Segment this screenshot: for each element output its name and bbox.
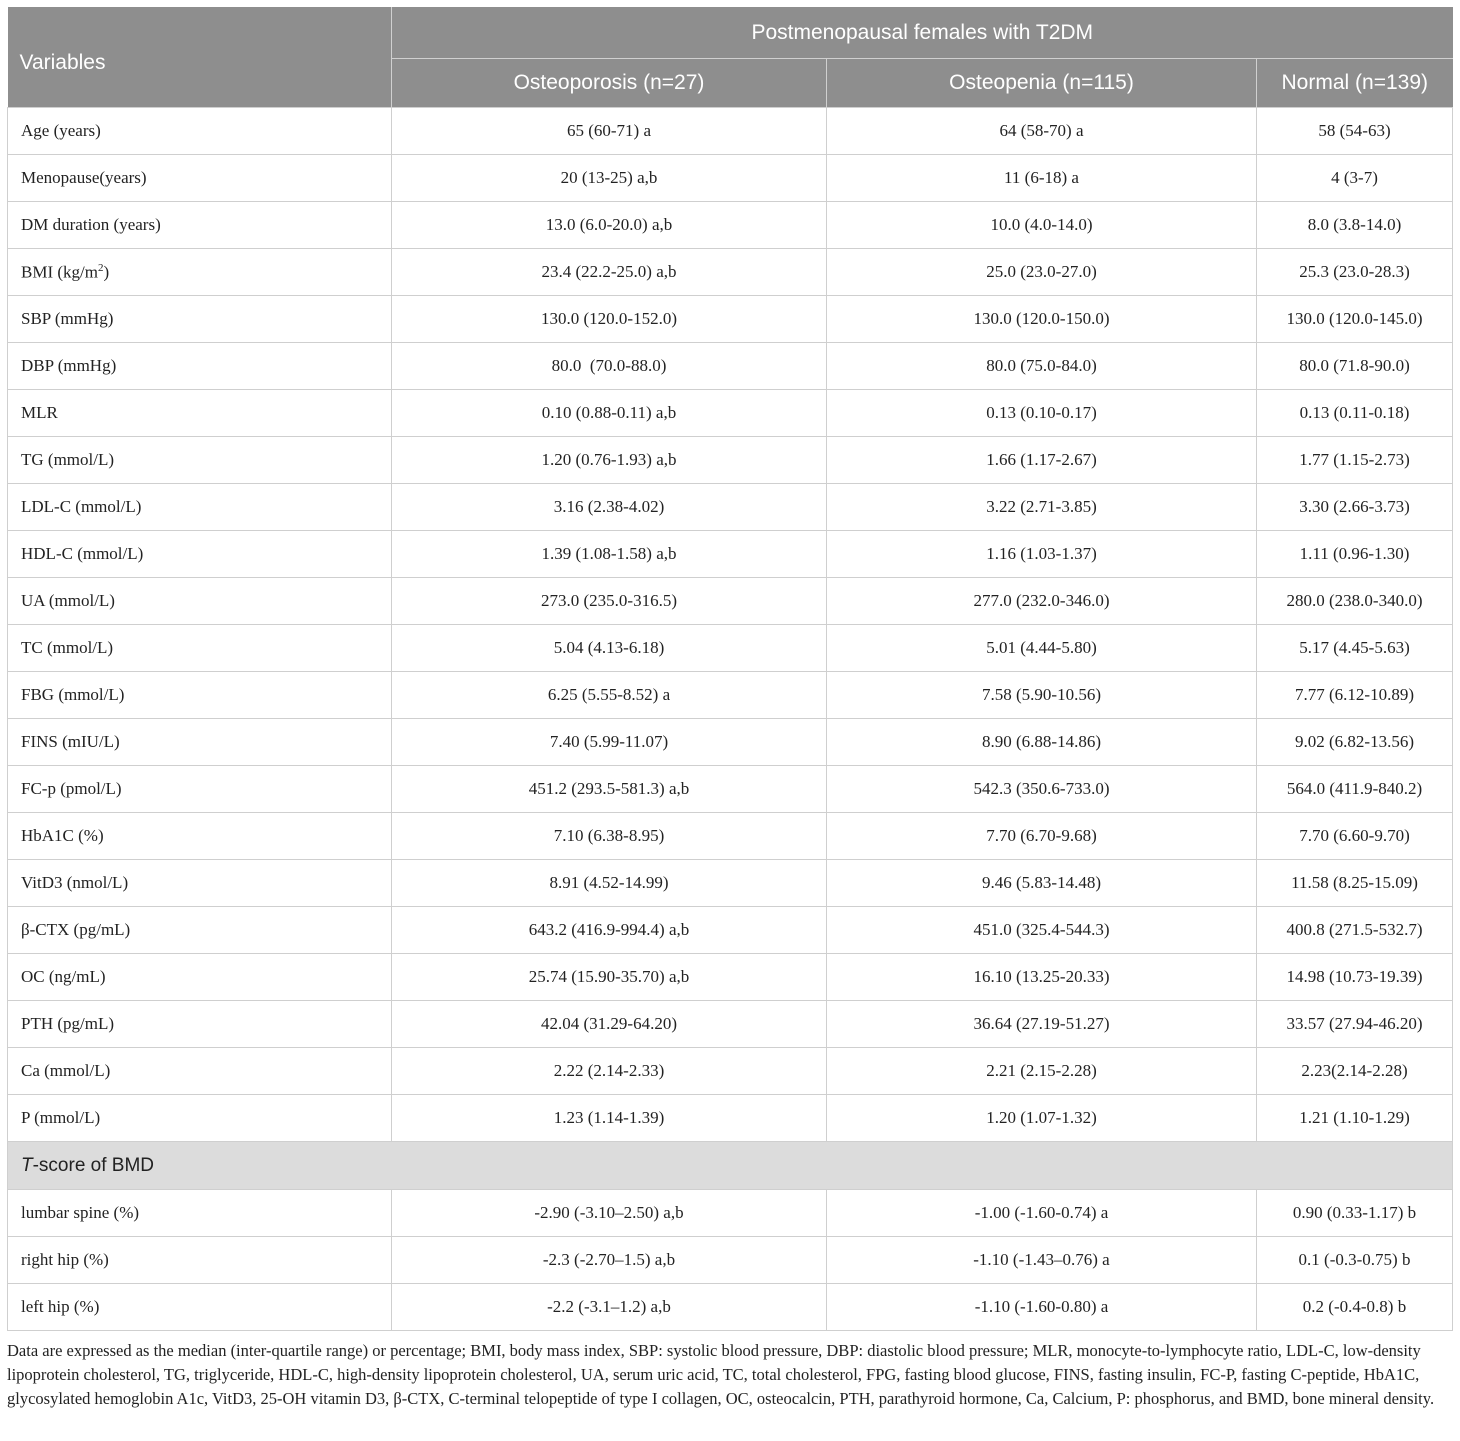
table-cell: 16.10 (13.25-20.33) bbox=[827, 954, 1257, 1001]
row-label-text: right hip (%) bbox=[21, 1250, 109, 1269]
table-cell: 3.16 (2.38-4.02) bbox=[392, 484, 827, 531]
table-cell: 0.2 (-0.4-0.8) b bbox=[1257, 1284, 1453, 1331]
table-row bbox=[8, 813, 1453, 860]
table-cell: 7.70 (6.70-9.68) bbox=[827, 813, 1257, 860]
row-label-text: HDL-C (mmol/L) bbox=[21, 544, 144, 563]
row-label-text: β-CTX (pg/mL) bbox=[21, 920, 131, 939]
table-row bbox=[8, 437, 1453, 484]
table-cell: 1.11 (0.96-1.30) bbox=[1257, 531, 1453, 578]
table-cell: 1.77 (1.15-2.73) bbox=[1257, 437, 1453, 484]
table-cell: 6.25 (5.55-8.52) a bbox=[392, 672, 827, 719]
table-row bbox=[8, 719, 1453, 766]
table-cell: 1.20 (1.07-1.32) bbox=[827, 1095, 1257, 1142]
table-cell: -1.10 (-1.43–0.76) a bbox=[827, 1237, 1257, 1284]
table-cell: 130.0 (120.0-150.0) bbox=[827, 296, 1257, 343]
row-label bbox=[8, 1284, 392, 1331]
table-row bbox=[8, 343, 1453, 390]
table-row bbox=[8, 296, 1453, 343]
variables-header: Variables bbox=[8, 7, 392, 108]
data-table bbox=[7, 7, 1453, 1331]
section-header-bmd bbox=[8, 1142, 1453, 1190]
section-title: -score of BMD bbox=[32, 1154, 155, 1176]
table-cell: 1.21 (1.10-1.29) bbox=[1257, 1095, 1453, 1142]
table-cell: 11 (6-18) a bbox=[827, 155, 1257, 202]
table-cell: 25.74 (15.90-35.70) a,b bbox=[392, 954, 827, 1001]
table-row bbox=[8, 1284, 1453, 1331]
row-label bbox=[8, 813, 392, 860]
row-label bbox=[8, 625, 392, 672]
row-label bbox=[8, 531, 392, 578]
table-cell: 4 (3-7) bbox=[1257, 155, 1453, 202]
row-label bbox=[8, 296, 392, 343]
section-italic-t: T bbox=[21, 1154, 33, 1176]
table-cell: 0.1 (-0.3-0.75) b bbox=[1257, 1237, 1453, 1284]
row-label-text: LDL-C (mmol/L) bbox=[21, 497, 142, 516]
table-row bbox=[8, 1001, 1453, 1048]
table-row bbox=[8, 954, 1453, 1001]
table-row bbox=[8, 155, 1453, 202]
column-header-normal: Normal (n=139) bbox=[1257, 59, 1453, 108]
row-label bbox=[8, 578, 392, 625]
row-label bbox=[8, 108, 392, 155]
row-label bbox=[8, 672, 392, 719]
row-label-text: OC (ng/mL) bbox=[21, 967, 106, 986]
row-label bbox=[8, 155, 392, 202]
row-label bbox=[8, 249, 392, 296]
row-label bbox=[8, 1048, 392, 1095]
table-row bbox=[8, 249, 1453, 296]
group-header: Postmenopausal females with T2DM bbox=[392, 7, 1453, 59]
row-label bbox=[8, 1190, 392, 1237]
row-label bbox=[8, 860, 392, 907]
table-cell: 277.0 (232.0-346.0) bbox=[827, 578, 1257, 625]
column-header-osteoporosis: Osteoporosis (n=27) bbox=[392, 59, 827, 108]
row-label bbox=[8, 1001, 392, 1048]
table-cell: 14.98 (10.73-19.39) bbox=[1257, 954, 1453, 1001]
table-cell: 10.0 (4.0-14.0) bbox=[827, 202, 1257, 249]
table-cell: 7.70 (6.60-9.70) bbox=[1257, 813, 1453, 860]
row-label bbox=[8, 484, 392, 531]
table-cell: 0.90 (0.33-1.17) b bbox=[1257, 1190, 1453, 1237]
row-label bbox=[8, 1095, 392, 1142]
table-cell: 643.2 (416.9-994.4) a,b bbox=[392, 907, 827, 954]
table-cell: 3.22 (2.71-3.85) bbox=[827, 484, 1257, 531]
table-cell: 58 (54-63) bbox=[1257, 108, 1453, 155]
table-cell: 42.04 (31.29-64.20) bbox=[392, 1001, 827, 1048]
row-label-text: DM duration (years) bbox=[21, 215, 161, 234]
table-cell: 2.22 (2.14-2.33) bbox=[392, 1048, 827, 1095]
row-label bbox=[8, 390, 392, 437]
table-cell: 2.23(2.14-2.28) bbox=[1257, 1048, 1453, 1095]
table-row bbox=[8, 202, 1453, 249]
table-cell: -2.2 (-3.1–1.2) a,b bbox=[392, 1284, 827, 1331]
table-row bbox=[8, 484, 1453, 531]
table-row bbox=[8, 108, 1453, 155]
row-label bbox=[8, 437, 392, 484]
table-cell: 1.16 (1.03-1.37) bbox=[827, 531, 1257, 578]
table-cell: 3.30 (2.66-3.73) bbox=[1257, 484, 1453, 531]
row-label-text: HbA1C (%) bbox=[21, 826, 104, 845]
table-cell: 23.4 (22.2-25.0) a,b bbox=[392, 249, 827, 296]
table-cell: 13.0 (6.0-20.0) a,b bbox=[392, 202, 827, 249]
table-cell: 130.0 (120.0-145.0) bbox=[1257, 296, 1453, 343]
table-cell: 8.90 (6.88-14.86) bbox=[827, 719, 1257, 766]
row-label-text: TC (mmol/L) bbox=[21, 638, 114, 657]
table-cell: -2.90 (-3.10–2.50) a,b bbox=[392, 1190, 827, 1237]
table-cell: 130.0 (120.0-152.0) bbox=[392, 296, 827, 343]
table-cell: 5.04 (4.13-6.18) bbox=[392, 625, 827, 672]
row-label-text: Menopause(years) bbox=[21, 168, 147, 187]
row-label-text: MLR bbox=[21, 403, 58, 422]
row-label-text: UA (mmol/L) bbox=[21, 591, 115, 610]
table-cell: 564.0 (411.9-840.2) bbox=[1257, 766, 1453, 813]
table-cell: 8.0 (3.8-14.0) bbox=[1257, 202, 1453, 249]
table-cell: 1.20 (0.76-1.93) a,b bbox=[392, 437, 827, 484]
row-label-text: Ca (mmol/L) bbox=[21, 1061, 111, 1080]
row-label bbox=[8, 1237, 392, 1284]
row-label bbox=[8, 202, 392, 249]
table-cell: 7.10 (6.38-8.95) bbox=[392, 813, 827, 860]
table-cell: 25.3 (23.0-28.3) bbox=[1257, 249, 1453, 296]
table-cell: 36.64 (27.19-51.27) bbox=[827, 1001, 1257, 1048]
table-row bbox=[8, 907, 1453, 954]
table-footnote: Data are expressed as the median (inter-quartile range) or percentage; BMI, body mass index, SBP: systolic blood pressure, DBP: diastolic blood pressure; MLR, monocyte-to-lymphocyte ratio, LDL-C, low-density lipoprotein cholesterol, TG, triglyceride, HDL-C, high-density lipoprotein cholesterol, UA, serum uric acid, TC, total cholesterol, FPG, fasting blood glucose, FINS, fasting insulin, FC-P, fasting C-peptide, HbA1C, glycosylated hemoglobin A1c, VitD3, 25-OH vitamin D3, β-CTX, C-terminal telopeptide of type I collagen, OC, osteocalcin, PTH, parathyroid hormone, Ca, Calcium, P: phosphorus, and BMD, bone mineral density. bbox=[7, 1341, 1435, 1408]
table-row bbox=[8, 1190, 1453, 1237]
table-row bbox=[8, 1237, 1453, 1284]
row-label-text: PTH (pg/mL) bbox=[21, 1014, 115, 1033]
table-cell: 0.10 (0.88-0.11) a,b bbox=[392, 390, 827, 437]
table-cell: 80.0 (75.0-84.0) bbox=[827, 343, 1257, 390]
table-cell: 5.01 (4.44-5.80) bbox=[827, 625, 1257, 672]
table-cell: 7.58 (5.90-10.56) bbox=[827, 672, 1257, 719]
table-cell: 80.0 (70.0-88.0) bbox=[392, 343, 827, 390]
table-cell: 0.13 (0.11-0.18) bbox=[1257, 390, 1453, 437]
table-cell: 1.66 (1.17-2.67) bbox=[827, 437, 1257, 484]
table-cell: 1.23 (1.14-1.39) bbox=[392, 1095, 827, 1142]
table-cell: 80.0 (71.8-90.0) bbox=[1257, 343, 1453, 390]
table-cell: 25.0 (23.0-27.0) bbox=[827, 249, 1257, 296]
table-cell: 8.91 (4.52-14.99) bbox=[392, 860, 827, 907]
table-cell: 1.39 (1.08-1.58) a,b bbox=[392, 531, 827, 578]
table-cell: 9.46 (5.83-14.48) bbox=[827, 860, 1257, 907]
row-label-text: Age (years) bbox=[21, 121, 101, 140]
table-cell: 2.21 (2.15-2.28) bbox=[827, 1048, 1257, 1095]
row-label-text: FINS (mIU/L) bbox=[21, 732, 120, 751]
table-cell: 5.17 (4.45-5.63) bbox=[1257, 625, 1453, 672]
row-label-suffix: ) bbox=[103, 262, 110, 282]
table-row bbox=[8, 625, 1453, 672]
table-row bbox=[8, 531, 1453, 578]
table-row bbox=[8, 1095, 1453, 1142]
table-cell: -2.3 (-2.70–1.5) a,b bbox=[392, 1237, 827, 1284]
table-cell: 542.3 (350.6-733.0) bbox=[827, 766, 1257, 813]
table-cell: 0.13 (0.10-0.17) bbox=[827, 390, 1257, 437]
table-cell: 451.2 (293.5-581.3) a,b bbox=[392, 766, 827, 813]
row-label-text: TG (mmol/L) bbox=[21, 450, 115, 469]
table-cell: 33.57 (27.94-46.20) bbox=[1257, 1001, 1453, 1048]
row-label-text: SBP (mmHg) bbox=[21, 309, 114, 328]
table-cell: 64 (58-70) a bbox=[827, 108, 1257, 155]
table-row bbox=[8, 390, 1453, 437]
table-cell: 7.77 (6.12-10.89) bbox=[1257, 672, 1453, 719]
table-cell: 9.02 (6.82-13.56) bbox=[1257, 719, 1453, 766]
row-label-text: left hip (%) bbox=[21, 1297, 100, 1316]
table-cell: 273.0 (235.0-316.5) bbox=[392, 578, 827, 625]
table-cell: 400.8 (271.5-532.7) bbox=[1257, 907, 1453, 954]
table-cell: 20 (13-25) a,b bbox=[392, 155, 827, 202]
table-cell: -1.00 (-1.60-0.74) a bbox=[827, 1190, 1257, 1237]
row-label-text: DBP (mmHg) bbox=[21, 356, 117, 375]
row-label-text: P (mmol/L) bbox=[21, 1108, 101, 1127]
row-label-text: FBG (mmol/L) bbox=[21, 685, 125, 704]
row-label-text: lumbar spine (%) bbox=[21, 1203, 140, 1222]
row-label bbox=[8, 907, 392, 954]
table-row bbox=[8, 672, 1453, 719]
row-label bbox=[8, 954, 392, 1001]
table-row bbox=[8, 860, 1453, 907]
row-label bbox=[8, 719, 392, 766]
table-container bbox=[7, 7, 1452, 1411]
table-row bbox=[8, 1048, 1453, 1095]
table-cell: 65 (60-71) a bbox=[392, 108, 827, 155]
row-label-text: FC-p (pmol/L) bbox=[21, 779, 122, 798]
table-cell: -1.10 (-1.60-0.80) a bbox=[827, 1284, 1257, 1331]
row-label-superscript: 2 bbox=[97, 261, 104, 274]
row-label-text: VitD3 (nmol/L) bbox=[21, 873, 129, 892]
table-cell: 7.40 (5.99-11.07) bbox=[392, 719, 827, 766]
table-row bbox=[8, 578, 1453, 625]
row-label bbox=[8, 343, 392, 390]
table-row bbox=[8, 766, 1453, 813]
table-cell: 280.0 (238.0-340.0) bbox=[1257, 578, 1453, 625]
row-label bbox=[8, 766, 392, 813]
section-row bbox=[8, 1142, 1453, 1190]
row-label-text: BMI (kg/m bbox=[21, 262, 98, 282]
column-header-osteopenia: Osteopenia (n=115) bbox=[827, 59, 1257, 108]
table-cell: 11.58 (8.25-15.09) bbox=[1257, 860, 1453, 907]
table-body bbox=[8, 108, 1453, 1331]
table-cell: 451.0 (325.4-544.3) bbox=[827, 907, 1257, 954]
table-header bbox=[8, 7, 1453, 108]
